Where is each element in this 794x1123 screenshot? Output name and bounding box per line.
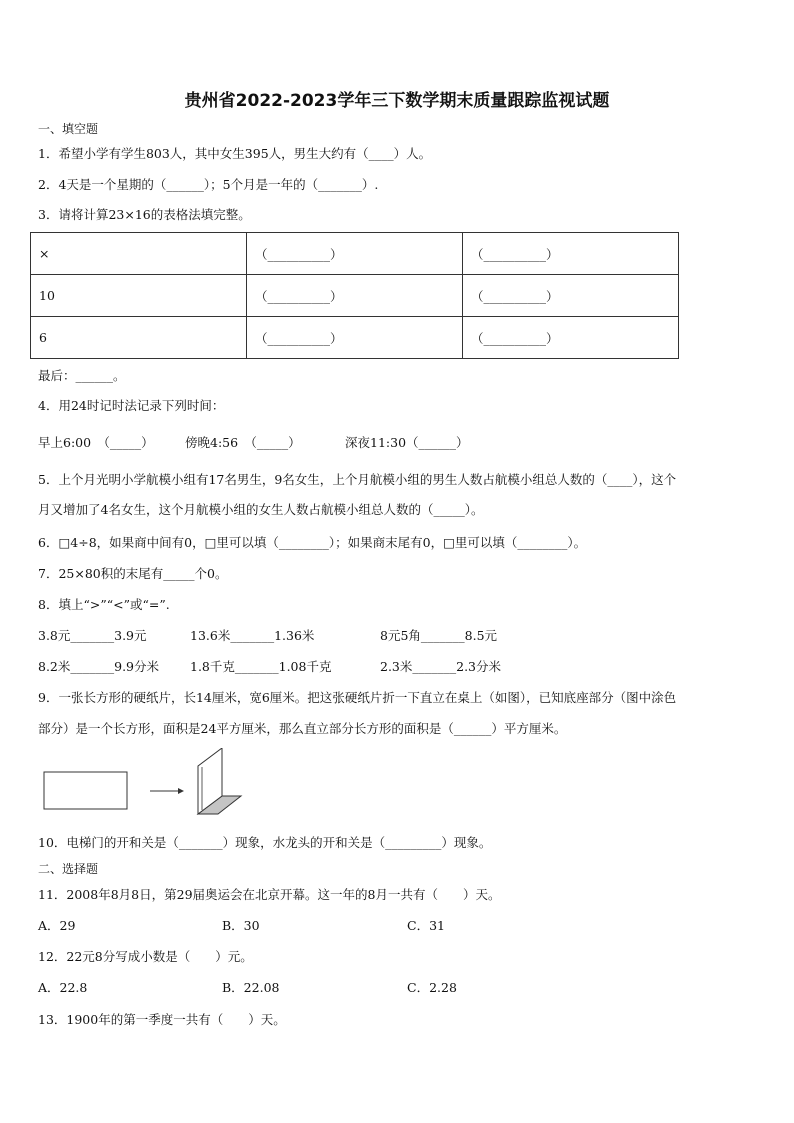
folded-card-figure — [40, 748, 260, 828]
table-row — [31, 317, 679, 359]
question-10: 10．电梯门的开和关是（_______）现象，水龙头的开和关是（_________）现象。 — [38, 835, 492, 850]
question-11: 11．2008年8月8日，第29届奥运会在北京开幕。这一年的8月一共有（ ）天。 — [38, 887, 501, 902]
q11-option-b: B．30 — [222, 918, 260, 933]
question-5-line-1: 5．上个月光明小学航模小组有17名男生，9名女生，上个月航模小组的男生人数占航模小组总人数的（____），这个 — [38, 472, 677, 487]
flat-card-rectangle — [44, 772, 127, 809]
section-choice-heading: 二、选择题 — [38, 862, 99, 876]
table-row — [31, 275, 679, 317]
q8-item: 8.2米_______9.9分米 — [38, 659, 160, 674]
q4-item-evening: 傍晚4:56 （_____） — [185, 435, 301, 450]
q4-item-morning: 早上6:00 （_____） — [38, 435, 154, 450]
page-title: 贵州省2022-2023学年三下数学期末质量跟踪监视试题 — [184, 91, 610, 111]
question-9-line-2: 部分）是一个长方形，面积是24平方厘米，那么直立部分长方形的面积是（______）平方厘米。 — [38, 721, 567, 736]
q11-option-c: C．31 — [407, 918, 445, 933]
table-cell: × — [31, 233, 247, 275]
multiplication-table — [30, 232, 679, 359]
q8-item: 13.6米_______1.36米 — [190, 628, 315, 643]
question-8: 8．填上“>”“<”或“=”. — [38, 597, 170, 612]
q11-option-a: A．29 — [38, 918, 76, 933]
table-row — [31, 233, 679, 275]
q8-item: 2.3米_______2.3分米 — [380, 659, 502, 674]
q4-item-night: 深夜11:30（______） — [345, 435, 469, 450]
section-fill-in-heading: 一、填空题 — [38, 122, 99, 136]
table-cell: （__________） — [247, 317, 463, 359]
arrow-right-icon — [150, 788, 184, 794]
table-cell: （__________） — [463, 317, 679, 359]
q8-item: 3.8元_______3.9元 — [38, 628, 147, 643]
question-9-line-1: 9．一张长方形的硬纸片，长14厘米，宽6厘米。把这张硬纸片折一下直立在桌上（如图），已知底座部分（图中涂色 — [38, 690, 677, 705]
standing-card-figure — [198, 748, 241, 814]
q8-item: 8元5角_______8.5元 — [380, 628, 498, 643]
q12-option-a: A．22.8 — [38, 980, 88, 995]
q12-option-c: C．2.28 — [407, 980, 457, 995]
question-2: 2．4天是一个星期的（______）；5个月是一年的（_______）. — [38, 177, 379, 192]
question-6: 6．□4÷8，如果商中间有0，□里可以填（________）；如果商末尾有0，□里可以填（________）。 — [38, 535, 587, 550]
q8-item: 1.8千克_______1.08千克 — [190, 659, 332, 674]
question-1: 1．希望小学有学生803人，其中女生395人，男生大约有（____）人。 — [38, 146, 432, 161]
question-7: 7．25×80积的末尾有_____个0。 — [38, 566, 228, 581]
table-cell: 6 — [31, 317, 247, 359]
question-3: 3．请将计算23×16的表格法填完整。 — [38, 207, 251, 222]
q12-option-b: B．22.08 — [222, 980, 280, 995]
question-3-final: 最后：______。 — [38, 368, 126, 383]
question-13: 13．1900年的第一季度一共有（ ）天。 — [38, 1012, 286, 1027]
table-cell: （__________） — [463, 233, 679, 275]
table-cell: （__________） — [463, 275, 679, 317]
question-12: 12．22元8分写成小数是（ ）元。 — [38, 949, 253, 964]
question-4: 4．用24时记时法记录下列时间： — [38, 398, 225, 413]
table-cell: （__________） — [247, 233, 463, 275]
question-5-line-2: 月又增加了4名女生，这个月航模小组的女生人数占航模小组总人数的（_____）。 — [38, 502, 484, 517]
table-cell: （__________） — [247, 275, 463, 317]
table-cell: 10 — [31, 275, 247, 317]
